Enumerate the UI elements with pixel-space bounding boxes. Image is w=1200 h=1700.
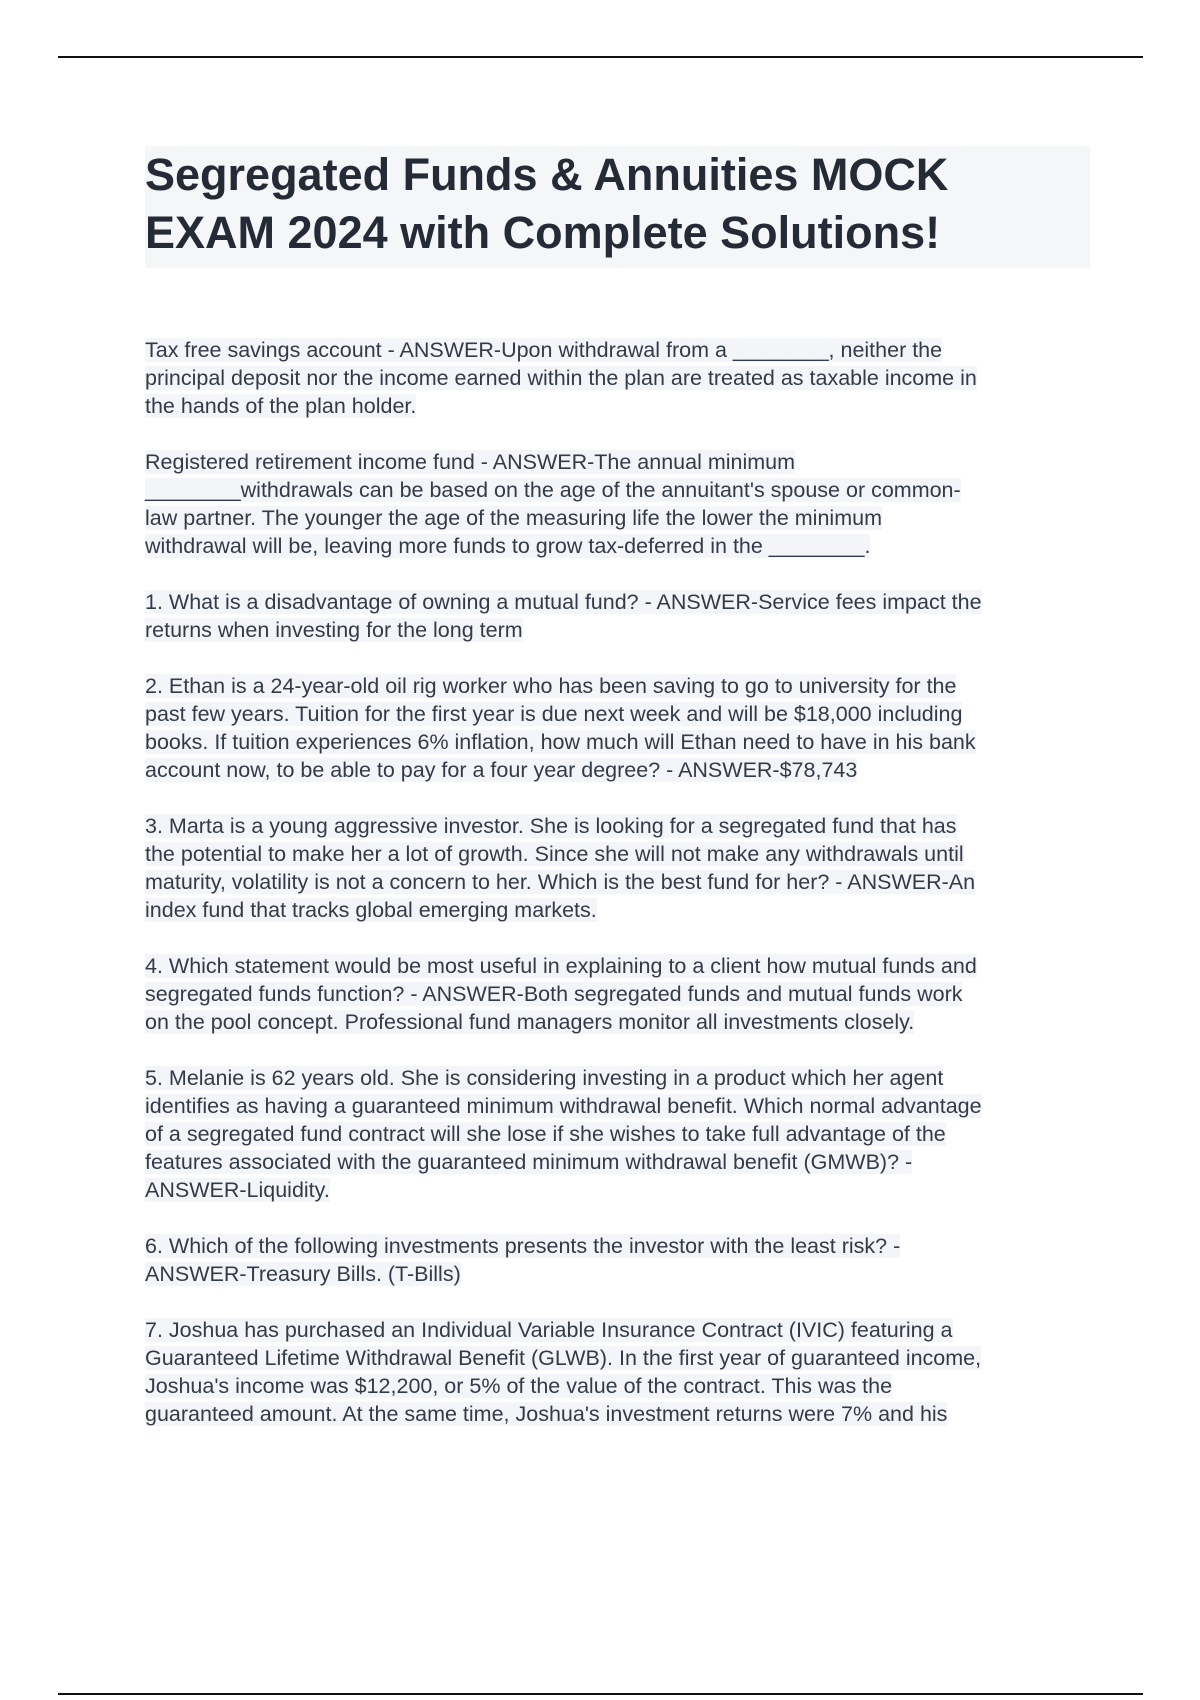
qa-entry bbox=[145, 448, 1090, 560]
qa-line-text: withdrawal will be, leaving more funds to grow tax-deferred in the ________. bbox=[145, 534, 871, 558]
qa-line-text: 5. Melanie is 62 years old. She is considering investing in a product which her agent bbox=[145, 1066, 944, 1090]
qa-line-text: 7. Joshua has purchased an Individual Variable Insurance Contract (IVIC) featuring a bbox=[145, 1318, 953, 1342]
qa-line bbox=[145, 336, 1090, 364]
qa-line-text: the hands of the plan holder. bbox=[145, 394, 417, 418]
qa-line-text: ________withdrawals can be based on the age of the annuitant's spouse or common- bbox=[145, 478, 961, 502]
qa-line-text: Tax free savings account - ANSWER-Upon withdrawal from a ________, neither the bbox=[145, 338, 943, 362]
qa-line bbox=[145, 952, 1090, 980]
bottom-rule bbox=[58, 1693, 1143, 1695]
qa-line-text: 4. Which statement would be most useful in explaining to a client how mutual funds and bbox=[145, 954, 977, 978]
qa-entry bbox=[145, 588, 1090, 644]
qa-line-text: segregated funds function? - ANSWER-Both segregated funds and mutual funds work bbox=[145, 982, 963, 1006]
qa-line-text: 1. What is a disadvantage of owning a mutual fund? - ANSWER-Service fees impact the bbox=[145, 590, 982, 614]
qa-line bbox=[145, 476, 1090, 504]
qa-line bbox=[145, 1260, 1090, 1288]
top-rule bbox=[58, 56, 1143, 58]
qa-line bbox=[145, 1372, 1090, 1400]
qa-line bbox=[145, 756, 1090, 784]
qa-line bbox=[145, 1316, 1090, 1344]
qa-line-text: identifies as having a guaranteed minimum withdrawal benefit. Which normal advantage bbox=[145, 1094, 982, 1118]
qa-entry bbox=[145, 336, 1090, 420]
qa-line bbox=[145, 868, 1090, 896]
qa-line bbox=[145, 532, 1090, 560]
qa-line bbox=[145, 700, 1090, 728]
qa-line bbox=[145, 812, 1090, 840]
qa-line-text: ANSWER-Liquidity. bbox=[145, 1178, 330, 1202]
qa-line bbox=[145, 1008, 1090, 1036]
qa-line bbox=[145, 504, 1090, 532]
qa-line-text: Registered retirement income fund - ANSWER-The annual minimum bbox=[145, 450, 796, 474]
qa-line bbox=[145, 616, 1090, 644]
qa-line-text: of a segregated fund contract will she lose if she wishes to take full advantage of the bbox=[145, 1122, 946, 1146]
qa-line-text: guaranteed amount. At the same time, Joshua's investment returns were 7% and his bbox=[145, 1402, 948, 1426]
document-body bbox=[145, 336, 1090, 1456]
qa-line-text: features associated with the guaranteed minimum withdrawal benefit (GMWB)? - bbox=[145, 1150, 913, 1174]
qa-entry bbox=[145, 952, 1090, 1036]
qa-line bbox=[145, 392, 1090, 420]
qa-line-text: books. If tuition experiences 6% inflation, how much will Ethan need to have in his bank bbox=[145, 730, 976, 754]
qa-line bbox=[145, 840, 1090, 868]
qa-line bbox=[145, 1064, 1090, 1092]
qa-line bbox=[145, 1176, 1090, 1204]
qa-line-text: 6. Which of the following investments presents the investor with the least risk? - bbox=[145, 1234, 901, 1258]
qa-line bbox=[145, 896, 1090, 924]
qa-line bbox=[145, 364, 1090, 392]
qa-line bbox=[145, 588, 1090, 616]
qa-line-text: law partner. The younger the age of the measuring life the lower the minimum bbox=[145, 506, 882, 530]
qa-line bbox=[145, 1400, 1090, 1428]
qa-line-text: maturity, volatility is not a concern to her. Which is the best fund for her? - ANSWER-An bbox=[145, 870, 976, 894]
title-line-2: EXAM 2024 with Complete Solutions! bbox=[145, 207, 941, 258]
qa-entry bbox=[145, 1232, 1090, 1288]
qa-line-text: past few years. Tuition for the first year is due next week and will be $18,000 including bbox=[145, 702, 963, 726]
qa-line-text: ANSWER-Treasury Bills. (T-Bills) bbox=[145, 1262, 461, 1286]
qa-line-text: index fund that tracks global emerging markets. bbox=[145, 898, 597, 922]
qa-line bbox=[145, 728, 1090, 756]
qa-line-text: 2. Ethan is a 24-year-old oil rig worker who has been saving to go to university for the bbox=[145, 674, 957, 698]
qa-line bbox=[145, 1344, 1090, 1372]
qa-entry bbox=[145, 1064, 1090, 1204]
qa-entry bbox=[145, 1316, 1090, 1428]
qa-line-text: principal deposit nor the income earned within the plan are treated as taxable income in bbox=[145, 366, 977, 390]
qa-line bbox=[145, 1092, 1090, 1120]
qa-line-text: on the pool concept. Professional fund managers monitor all investments closely. bbox=[145, 1010, 915, 1034]
qa-entry bbox=[145, 672, 1090, 784]
qa-line-text: Joshua's income was $12,200, or 5% of the value of the contract. This was the bbox=[145, 1374, 893, 1398]
qa-line bbox=[145, 1148, 1090, 1176]
qa-line bbox=[145, 1120, 1090, 1148]
qa-line bbox=[145, 980, 1090, 1008]
qa-line bbox=[145, 1232, 1090, 1260]
qa-line bbox=[145, 672, 1090, 700]
title-line-1: Segregated Funds & Annuities MOCK bbox=[145, 149, 949, 200]
qa-entry bbox=[145, 812, 1090, 924]
qa-line-text: 3. Marta is a young aggressive investor. She is looking for a segregated fund that has bbox=[145, 814, 957, 838]
qa-line-text: returns when investing for the long term bbox=[145, 618, 523, 642]
qa-line-text: account now, to be able to pay for a four year degree? - ANSWER-$78,743 bbox=[145, 758, 858, 782]
qa-line-text: Guaranteed Lifetime Withdrawal Benefit (GLWB). In the first year of guaranteed income, bbox=[145, 1346, 982, 1370]
document-title bbox=[145, 146, 1090, 268]
qa-line bbox=[145, 448, 1090, 476]
qa-line-text: the potential to make her a lot of growth. Since she will not make any withdrawals until bbox=[145, 842, 964, 866]
